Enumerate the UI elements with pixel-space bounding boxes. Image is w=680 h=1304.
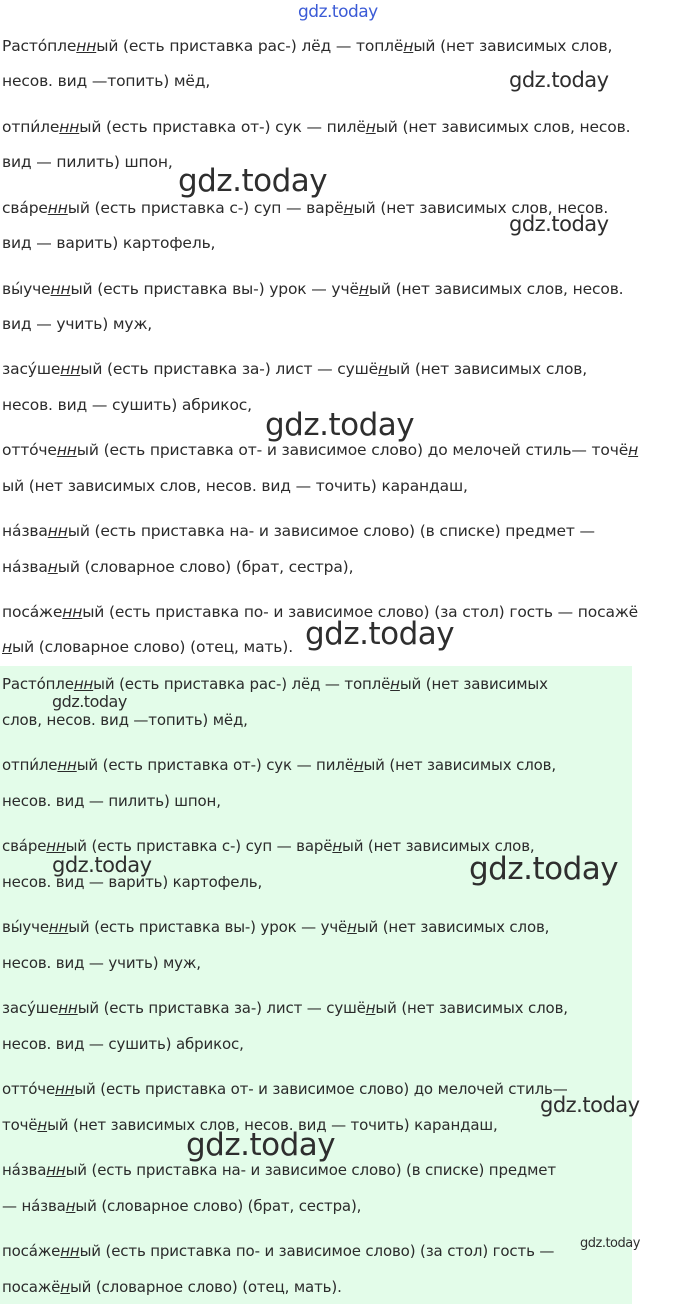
text-line: на́званный (есть приставка на- и зависимое слово) (в списке) предмет [2,1161,556,1179]
text-line: на́званный (есть приставка на- и зависимое слово) (в списке) предмет — [2,522,595,540]
watermark: gdz.today [469,851,619,887]
watermark: gdz.today [52,692,127,711]
text-line: сва́ренный (есть приставка с-) суп — варёный (нет зависимых слов, [2,837,535,855]
watermark: gdz.today [540,1093,640,1117]
text-line: несов. вид — пилить) шпон, [2,792,221,810]
watermark: gdz.today [509,212,609,236]
text-line: отпи́ленный (есть приставка от-) сук — пилёный (нет зависимых слов, несов. [2,118,631,136]
text-line: поса́женный (есть приставка по- и зависимое слово) (за стол) гость — посажё [2,603,639,621]
text-line: вы́ученный (есть приставка вы-) урок — учёный (нет зависимых слов, [2,918,550,936]
text-line: вид — учить) муж, [2,315,153,333]
text-line: несов. вид — учить) муж, [2,954,201,972]
text-line: сва́ренный (есть приставка с-) суп — варёный (нет зависимых слов, несов. [2,199,609,217]
text-line: оттóченный (есть приставка от- и зависимое слово) до мелочей стиль— [2,1080,568,1098]
text-line: вид — варить) картофель, [2,234,216,252]
text-line: вид — пилить) шпон, [2,153,173,171]
text-line: несов. вид —топить) мёд, [2,72,211,90]
text-line: Растóпленный (есть приставка рас-) лёд — топлёный (нет зависимых слов, [2,37,613,55]
watermark: gdz.today [509,68,609,92]
text-line: ный (словарное слово) (отец, мать). [2,638,293,656]
text-line: отпи́ленный (есть приставка от-) сук — пилёный (нет зависимых слов, [2,756,556,774]
text-line: — на́званый (словарное слово) (брат, сестра), [2,1197,362,1215]
text-line: оттóченный (есть приставка от- и зависимое слово) до мелочей стиль— точён [2,441,639,459]
text-line: поса́женный (есть приставка по- и зависимое слово) (за стол) гость — [2,1242,555,1260]
text-line: несов. вид — сушить) абрикос, [2,396,252,414]
text-line: засу́шенный (есть приставка за-) лист — сушёный (нет зависимых слов, [2,360,588,378]
watermark: gdz.today [580,1236,640,1251]
text-line: на́званый (словарное слово) (брат, сестра), [2,558,354,576]
header-watermark: gdz.today [298,2,378,22]
watermark: gdz.today [305,616,455,652]
text-line: засу́шенный (есть приставка за-) лист — сушёный (нет зависимых слов, [2,999,568,1017]
text-line: Растóпленный (есть приставка рас-) лёд — топлёный (нет зависимых [2,675,548,693]
text-line: ый (нет зависимых слов, несов. вид — точить) карандаш, [2,477,468,495]
text-line: вы́ученный (есть приставка вы-) урок — учёный (нет зависимых слов, несов. [2,280,624,298]
watermark: gdz.today [178,163,328,199]
watermark: gdz.today [265,407,415,443]
text-line: слов, несов. вид —топить) мёд, [2,711,248,729]
text-line: несов. вид — сушить) абрикос, [2,1035,244,1053]
text-line: точёный (нет зависимых слов, несов. вид — точить) карандаш, [2,1116,498,1134]
text-line: посажёный (словарное слово) (отец, мать). [2,1278,342,1296]
watermark: gdz.today [186,1127,336,1163]
watermark: gdz.today [52,853,152,877]
text-line: несов. вид — варить) картофель, [2,873,263,891]
